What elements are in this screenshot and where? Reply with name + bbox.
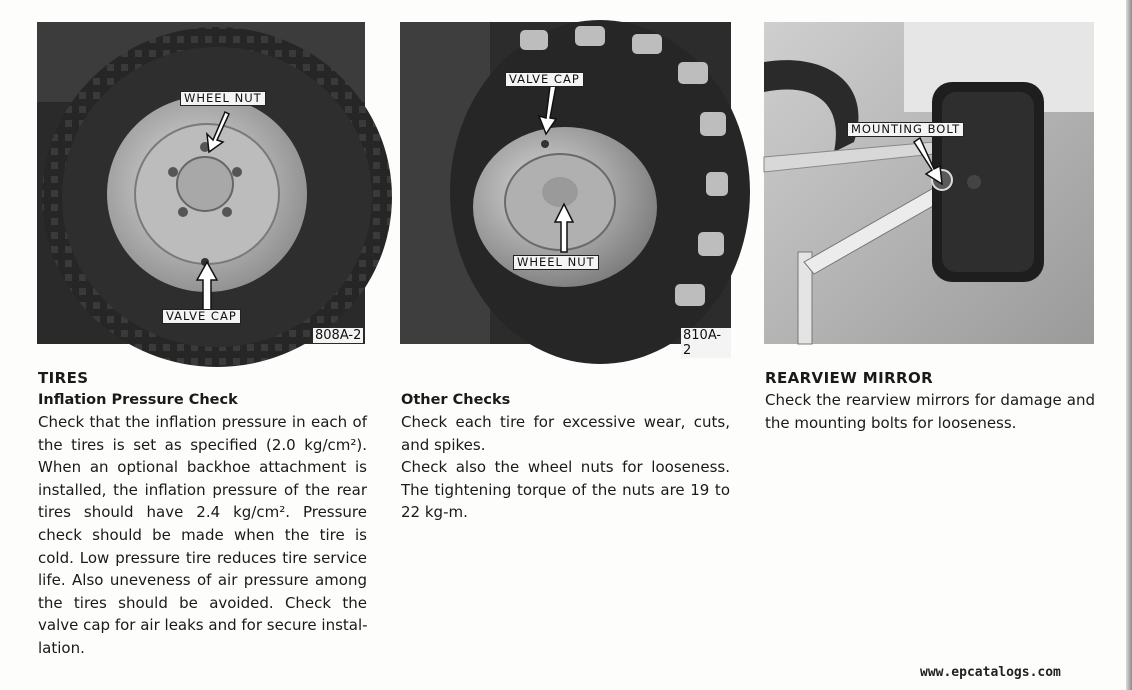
tires-body [38, 411, 367, 660]
text-line: life. Also uneveness of air pressure among [38, 571, 367, 590]
rearview-mirror-body [765, 389, 1095, 434]
photo-front-tire [400, 22, 731, 358]
text-line: Check the rearview mirrors for damage and [765, 391, 1095, 409]
text-line: The tightening torque of the nuts are 19 to [401, 480, 730, 499]
text-line: Check each tire for excessive wear, cuts, [401, 413, 730, 431]
text-line: the mounting bolts for looseness. [765, 413, 1017, 432]
text-line: tires should have 2.4 kg/cm². Pressure [38, 503, 367, 522]
site-watermark: www.epcatalogs.com [920, 665, 1061, 680]
figure-label-valve-cap: VALVE CAP [162, 309, 241, 324]
figure-label-valve-cap: VALVE CAP [505, 72, 584, 87]
page-edge [1126, 0, 1132, 690]
text-line: valve cap for air leaks and for secure instal- [38, 616, 368, 635]
text-line: the tires is set as specified (2.0 kg/cm²). [38, 435, 367, 454]
text-line: cold. Low pressure tire reduces tire service [38, 548, 367, 567]
other-checks-section [401, 389, 730, 524]
rearview-mirror-section [765, 367, 1095, 434]
mirror-illustration [764, 22, 1094, 344]
figure-label-wheel-nut: WHEEL NUT [180, 91, 266, 106]
figure-label-wheel-nut: WHEEL NUT [513, 255, 599, 270]
other-checks-body [401, 411, 730, 524]
front-tire-illustration [400, 22, 731, 344]
text-line: and spikes. [401, 435, 486, 454]
rear-tire-illustration [37, 22, 365, 344]
text-line: Check also the wheel nuts for looseness. [401, 458, 730, 477]
text-line: the tires should be avoided. Check the [38, 593, 367, 612]
text-line: When an optional backhoe attachment is [38, 458, 367, 477]
tires-section [38, 367, 367, 660]
other-checks-subheading: Other Checks [401, 392, 511, 408]
text-line: 22 kg-m. [401, 503, 468, 522]
inflation-pressure-subheading: Inflation Pressure Check [38, 392, 238, 408]
tires-heading: TIRES [38, 369, 89, 387]
photo-rearview-mirror [764, 22, 1094, 344]
rearview-mirror-heading: REARVIEW MIRROR [765, 369, 934, 387]
text-line: check should be made when the tire is [38, 525, 367, 544]
text-line: Check that the inflation pressure in each of [38, 413, 367, 431]
text-line: installed, the inflation pressure of the rear [38, 480, 367, 499]
figure-number: 810A-2 [681, 328, 731, 358]
figure-label-mounting-bolt: MOUNTING BOLT [847, 122, 964, 137]
figure-number: 808A-2 [315, 328, 362, 343]
text-line: lation. [38, 638, 85, 657]
photo-rear-tire [37, 22, 365, 344]
